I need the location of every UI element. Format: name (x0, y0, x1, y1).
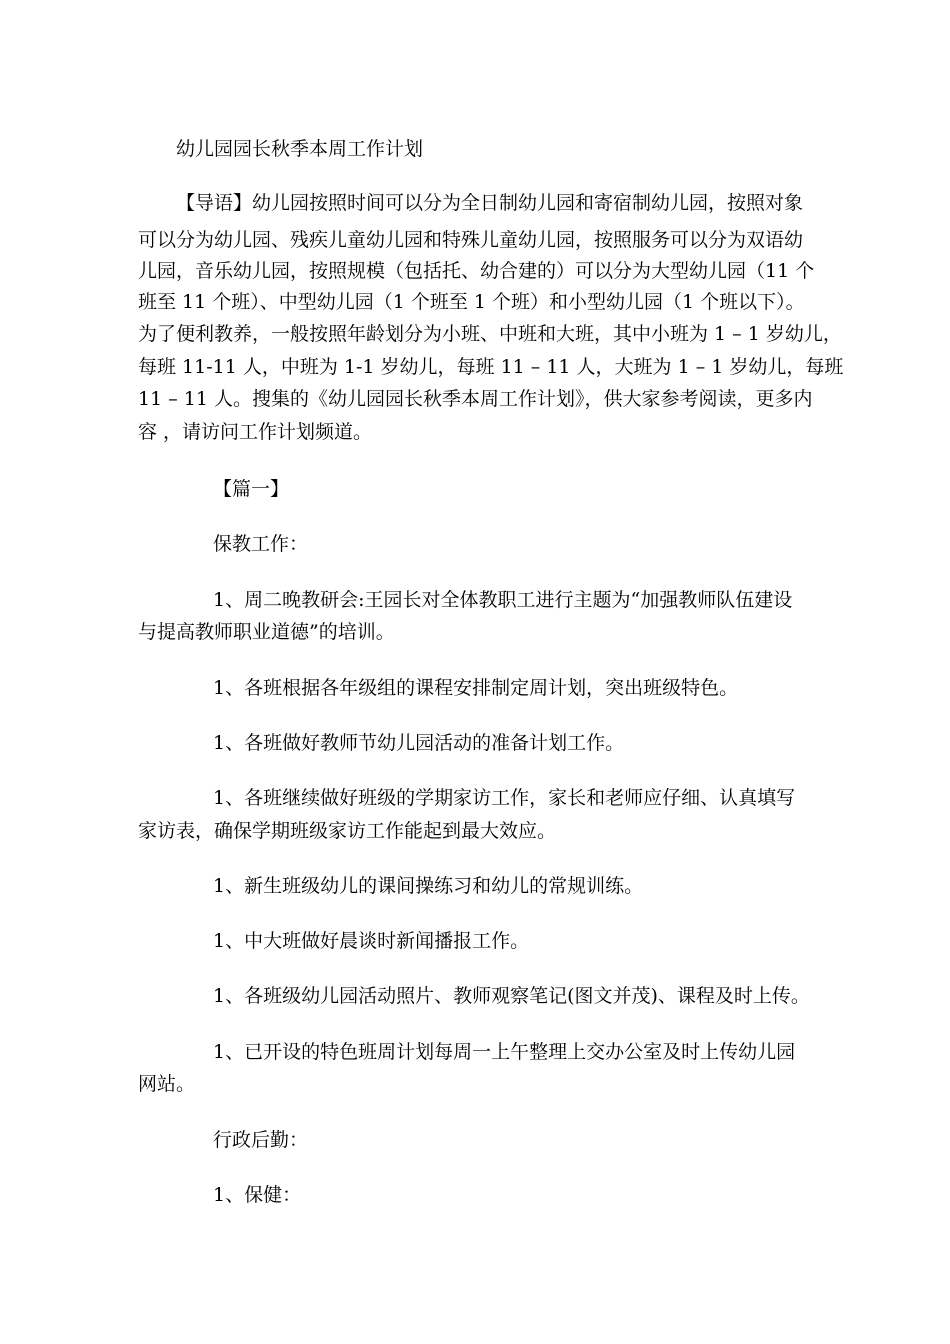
list-item: 1、各班级幼儿园活动照片、教师观察笔记(图文并茂)、课程及时上传。 (213, 985, 810, 1007)
intro-line: 【导语】幼儿园按照时间可以分为全日制幼儿园和寄宿制幼儿园，按照对象 (176, 192, 804, 214)
section-heading: 【篇一】 (213, 478, 290, 500)
list-item: 1、新生班级幼儿的课间操练习和幼儿的常规训练。 (213, 875, 644, 897)
list-item: 1、已开设的特色班周计划每周一上午整理上交办公室及时上传幼儿园 (213, 1041, 796, 1063)
intro-line: 可以分为幼儿园、残疾儿童幼儿园和特殊儿童幼儿园，按照服务可以分为双语幼 (138, 229, 804, 251)
list-item: 1、周二晚教研会:王园长对全体教职工进行主题为“加强教师队伍建设 (213, 589, 793, 611)
intro-line: 班至 11 个班）、中型幼儿园（1 个班至 1 个班）和小型幼儿园（1 个班以下）。 (138, 291, 805, 313)
list-item: 1、各班继续做好班级的学期家访工作，家长和老师应仔细、认真填写 (213, 787, 796, 809)
intro-line: 每班 11-11 人，中班为 1-1 岁幼儿，每班 11 – 11 人，大班为 1 – 1 岁幼儿，每班 (138, 356, 844, 378)
xingzheng-heading: 行政后勤： (213, 1129, 309, 1151)
list-item-continuation: 与提高教师职业道德”的培训。 (138, 621, 395, 643)
baojiao-heading: 保教工作： (213, 533, 309, 555)
intro-line: 为了便利教养，一般按照年龄划分为小班、中班和大班，其中小班为 1 – 1 岁幼儿， (138, 323, 842, 345)
baojian-heading: 1、保健： (213, 1184, 302, 1206)
list-item-continuation: 网站。 (138, 1073, 196, 1095)
intro-line: 儿园，音乐幼儿园，按照规模（包括托、幼合建的）可以分为大型幼儿园（11 个 (138, 260, 815, 282)
list-item: 1、中大班做好晨谈时新闻播报工作。 (213, 930, 530, 952)
intro-line: 11 – 11 人。搜集的《幼儿园园长秋季本周工作计划》，供大家参考阅读，更多内 (138, 388, 813, 410)
list-item-continuation: 家访表，确保学期班级家访工作能起到最大效应。 (138, 820, 557, 842)
list-item: 1、各班根据各年级组的课程安排制定周计划，突出班级特色。 (213, 677, 739, 699)
intro-line: 容 ，请访问工作计划频道。 (138, 421, 373, 443)
document-title: 幼儿园园长秋季本周工作计划 (176, 138, 424, 160)
list-item: 1、各班做好教师节幼儿园活动的准备计划工作。 (213, 732, 625, 754)
